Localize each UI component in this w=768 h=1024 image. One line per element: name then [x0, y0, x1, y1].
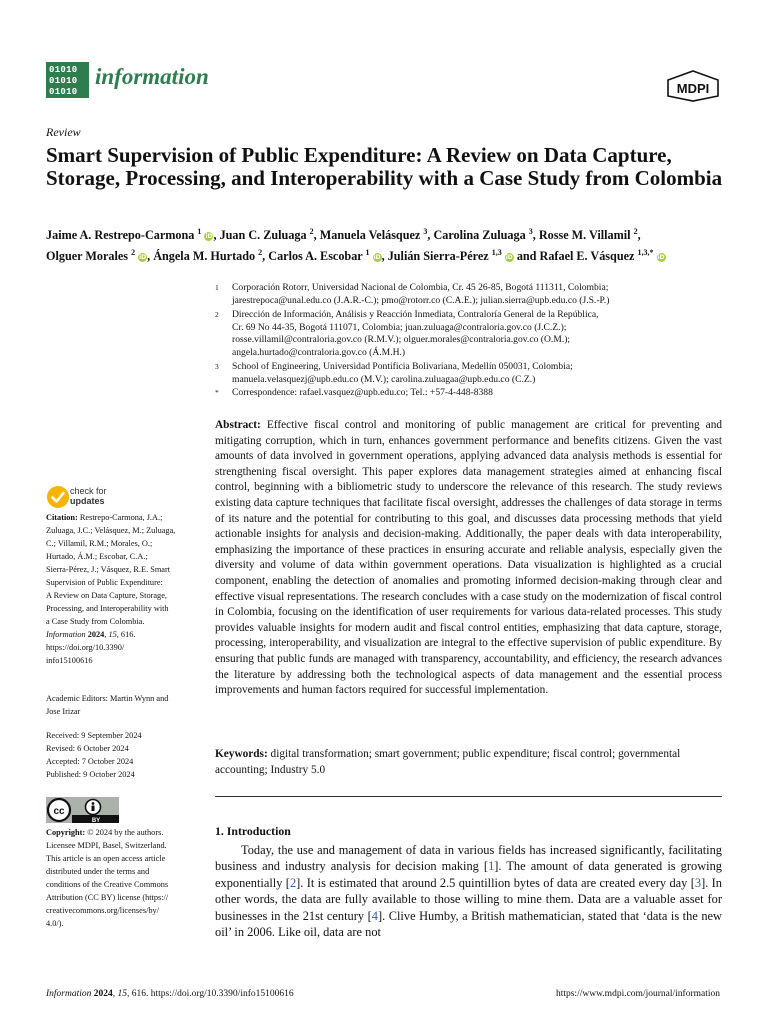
affiliation-number: 1: [215, 283, 219, 292]
citation-line: a Case Study from Colombia.: [46, 617, 145, 626]
author-list: [46, 223, 736, 265]
intro-text: ]. In other words, the data are fully available to those willing to mine them. Data are a valuable asset for businesses in the 21st century [: [215, 875, 722, 923]
copyright-line: conditions of the Creative Commons: [46, 880, 169, 889]
author-affiliation-sup: 3: [528, 227, 533, 236]
citation-link[interactable]: 1: [488, 859, 495, 874]
affiliation-text: Corporación Rotorr, Universidad Nacional de Colombia, Cr. 45 26-85, Bogotá 111311, Colombia; jarestrepoca@unal.edu.co (J.A.R.-C.); pmo@rotorr.co (C.A.E.); julian.sierra@upb.edu.co (J.S.-P.): [232, 282, 610, 306]
citation-link[interactable]: 3: [694, 875, 702, 890]
editors-line: Jose Irizar: [46, 707, 81, 716]
publisher-logo-text: MDPI: [676, 81, 710, 96]
article-dates: [46, 729, 201, 781]
article-title: Smart Supervision of Public Expenditure: A Review on Data Capture, Storage, Processing, and Interoperability with a Case Study from Colombia: [46, 143, 723, 190]
received-date: Received: 9 September 2024: [46, 731, 142, 740]
affiliation-item: [215, 361, 735, 386]
orcid-icon[interactable]: iD: [139, 253, 147, 261]
citation-line: Sierra-Pérez, J.; Vásquez, R.E. Smart: [46, 565, 171, 574]
copyright-line: Attribution (CC BY) license (https://: [46, 893, 169, 902]
author-affiliation-sup: 2: [633, 227, 638, 236]
copyright-line: This article is an open access article: [46, 854, 166, 863]
footer-journal: Information: [46, 989, 92, 999]
author-name: Jaime A. Restrepo-Carmona: [46, 228, 198, 243]
author-affiliation-sup: 3: [423, 227, 428, 236]
author-affiliation-sup: 1,3,*: [637, 248, 654, 258]
affiliation-number: *: [215, 388, 219, 397]
logo-bits-2: 01010: [49, 76, 78, 86]
published-date: Published: 9 October 2024: [46, 770, 135, 779]
check-for-updates-icon[interactable]: [46, 485, 70, 509]
author-affiliation-sup: 2: [258, 248, 263, 258]
check-for-updates-label[interactable]: [70, 486, 107, 506]
citation-tail: , 616.: [116, 630, 136, 639]
author-affiliation-sup: 2: [131, 248, 136, 258]
copyright-block: [46, 826, 201, 930]
academic-editors: [46, 692, 201, 718]
affiliation-item: [215, 282, 735, 307]
footer-citation: Information 2024, 15, 616. https://doi.org/10.3390/info15100616: [46, 989, 294, 999]
affiliation-text: School of Engineering, Universidad Pontificia Bolivariana, Medellín 050031, Colombia; manuela.velasquezj@upb.edu.co (M.V.); carolina.zuluagaa@upb.edu.co (C.Z.): [232, 361, 573, 385]
citation-line: C.; Villamil, R.M.; Morales, O.;: [46, 539, 153, 548]
citation-line: Hurtado, Á.M.; Escobar, C.A.;: [46, 552, 148, 561]
author-line-2: Olguer Morales $^2$ iD, Ángela M. Hurtado $^2$, Carlos A. Escobar $^1$ iD, Julián Sierra-Pérez $^{1,3}$ iD and Rafael E. Vásquez $^{1,3,*}$ iD: [46, 248, 665, 264]
author-name: Carolina Zuluaga: [433, 228, 529, 243]
copyright-line: creativecommons.org/licenses/by/: [46, 906, 159, 915]
orcid-icon[interactable]: iD: [657, 253, 665, 261]
author-affiliation-sup: 1,3: [491, 248, 502, 258]
author-name: Rosse M. Villamil: [538, 228, 634, 243]
keywords-text: digital transformation; smart government; public expenditure; fiscal control; governmental accounting; Industry 5.0: [215, 748, 681, 776]
author-name: Manuela Velásquez: [319, 228, 424, 243]
mdpi-logo-icon: [666, 70, 720, 102]
copyright-line: 4.0/).: [46, 919, 64, 928]
copyright-line: © 2024 by the authors.: [85, 828, 164, 837]
affiliation-number: 3: [215, 362, 219, 371]
author-name: Olguer Morales: [46, 249, 132, 264]
affiliation-text: Dirección de Información, Análisis y Reacción Inmediata, Contraloría General de la República, Cr. 69 No 44-35, Bogotá 111071, Colombia; juan.zuluaga@contraloria.gov.co (J.C.Z.); rosse.villamil@contraloria.gov.co (R.M.V.); olguer.morales@contraloria.gov.co (O.M.); angela.hurtado@contraloria.gov.co (Á.M.H.): [232, 309, 599, 358]
cc-by-license-icon[interactable]: [46, 797, 119, 823]
divider: [215, 796, 722, 797]
author-affiliation-sup: 2: [309, 227, 314, 236]
author-name: Julián Sierra-Pérez: [387, 249, 492, 264]
citation-year: 2024: [87, 630, 105, 639]
check-line-2: updates: [70, 496, 105, 506]
copyright-label: Copyright:: [46, 828, 86, 837]
revised-date: Revised: 6 October 2024: [46, 744, 129, 753]
author-affiliation-sup: 1: [197, 227, 202, 236]
abstract-label: Abstract:: [215, 419, 261, 431]
author-line-1: Jaime A. Restrepo-Carmona $^1$ iD, Juan C. Zuluaga $^2$, Manuela Velásquez $^3$, Carolina Zuluaga $^3$, Rosse M. Villamil $^2$,: [46, 227, 641, 243]
orcid-icon[interactable]: iD: [505, 253, 513, 261]
article-type: Review: [46, 125, 81, 139]
intro-text: ]. The amount of data generated is growing exponentially [: [215, 859, 722, 890]
abstract-text: Effective fiscal control and monitoring of public management are critical for preventing and mitigating corruption, which in turn, enhances government performance and benefits citizens. Given the vast amounts of data involved in government operations, applying advanced data analysis methods is essential for strengthening fiscal oversight. This paper explores data management strategies aimed at enhancing fiscal control, beginning with a bibliometric study to underscore the relevance of this research. The study reviews existing data capture techniques that facilitate fiscal oversight, addresses the challenges of data storage in terms of its nature and the potential for contributing to this goal, and discusses data processing methods that yield actionable insights for analysis and decision-making. Additionally, the paper deals with data interoperability, emphasizing the importance of these practices in ensuring accurate and reliable analysis, especially given the diversity and volume of data within government operations. Data visualization is highlighted as a crucial component, enabling the detection of anomalies and promoting informed decision-making through clear and effective visual representations. The research concludes with a case study on the modernization of fiscal control in Colombia, focusing on the identification of user requirements for various data-related processes. This study provides valuable insights for modern audit and fiscal control entities, emphasizing that data capture, storage, processing, interoperability, and visualization are integral to the effective supervision of public expenditure. By ensuring that public funds are managed with transparency, accountability, and efficiency, the research advances the literature by addressing both the technological aspects of data management and the essential process improvements and human factors required for successful implementation.: [215, 419, 722, 697]
svg-text:cc: cc: [53, 806, 65, 817]
keywords: [215, 747, 722, 778]
citation-line: A Review on Data Capture, Storage,: [46, 591, 167, 600]
author-name: Carlos A. Escobar: [268, 249, 366, 264]
check-line-1: check for: [70, 486, 107, 496]
citation-block: Citation: Restrepo-Carmona, J.A.; Zuluaga, J.C.; Velásquez, M.; Zuluaga, C.; Villamil, R.M.; Morales, O.; Hurtado, Á.M.; Escobar, C.A.; Sierra-Pérez, J.; Vásquez, R.E. Smart Supervision of Public Expenditure: A Review on Data Capture, Storage, Processing, and Interoperability with a Case Study from Colombia. Information 2024, 15, 616. https://doi.org/10.3390/ info15100616: [46, 511, 201, 667]
intro-text: Today, the use and management of data in various fields has increased significantly, facilitating business and industry analysis for decision making [: [215, 843, 722, 874]
abstract: [215, 418, 722, 699]
orcid-icon[interactable]: iD: [373, 253, 381, 261]
keywords-label: Keywords:: [215, 748, 268, 760]
citation-line: Restrepo-Carmona, J.A.;: [77, 513, 163, 522]
author-name: Rafael E. Vásquez: [539, 249, 638, 264]
affiliation-number: 2: [215, 310, 219, 319]
copyright-line: distributed under the terms and: [46, 867, 150, 876]
citation-link[interactable]: 2: [289, 875, 297, 890]
citation-line: Zuluaga, J.C.; Velásquez, M.; Zuluaga,: [46, 526, 176, 535]
section-heading: 1. Introduction: [215, 824, 291, 838]
intro-text: ]. Clive Humby, a British mathematician, stated that ‘data is the new oil’ in 2006. Like oil, data are not: [215, 908, 723, 940]
citation-journal: Information: [46, 630, 86, 639]
author-name: Ángela M. Hurtado: [153, 249, 259, 264]
cc-by-text: BY: [91, 818, 101, 823]
logo-bits-3: 01010: [49, 87, 78, 97]
citation-line: Supervision of Public Expenditure:: [46, 578, 163, 587]
author-affiliation-sup: 1: [365, 248, 370, 258]
affiliation-text: Correspondence: rafael.vasquez@upb.edu.co; Tel.: +57-4-448-8388: [232, 387, 493, 398]
citation-doi[interactable]: info15100616: [46, 656, 93, 665]
copyright-line: Licensee MDPI, Basel, Switzerland.: [46, 841, 167, 850]
citation-line: Processing, and Interoperability with: [46, 604, 169, 613]
intro-paragraph: [215, 842, 722, 940]
footer-journal-url[interactable]: https://www.mdpi.com/journal/information: [555, 989, 720, 999]
journal-logo: [46, 62, 89, 98]
citation-label: Citation:: [46, 513, 78, 522]
orcid-icon[interactable]: iD: [205, 232, 213, 240]
accepted-date: Accepted: 7 October 2024: [46, 757, 134, 766]
footer-year: 2024: [93, 989, 113, 999]
journal-name: information: [95, 64, 209, 89]
citation-link[interactable]: 4: [371, 908, 378, 923]
footer-doi[interactable]: , 616. https://doi.org/10.3390/info15100616: [127, 989, 294, 999]
footer-volume: 15: [117, 989, 128, 999]
intro-text: ]. It is estimated that around 2.5 quintillion bytes of data are created every day [: [296, 875, 695, 890]
affiliation-item: [215, 387, 735, 400]
logo-bits-1: 01010: [49, 65, 78, 75]
citation-doi[interactable]: https://doi.org/10.3390/: [46, 643, 125, 652]
editors-line: Academic Editors: Martin Wynn and: [46, 694, 169, 703]
citation-volume: 15: [108, 630, 117, 639]
author-name: Juan C. Zuluaga: [219, 228, 310, 243]
affiliation-item: [215, 309, 735, 359]
